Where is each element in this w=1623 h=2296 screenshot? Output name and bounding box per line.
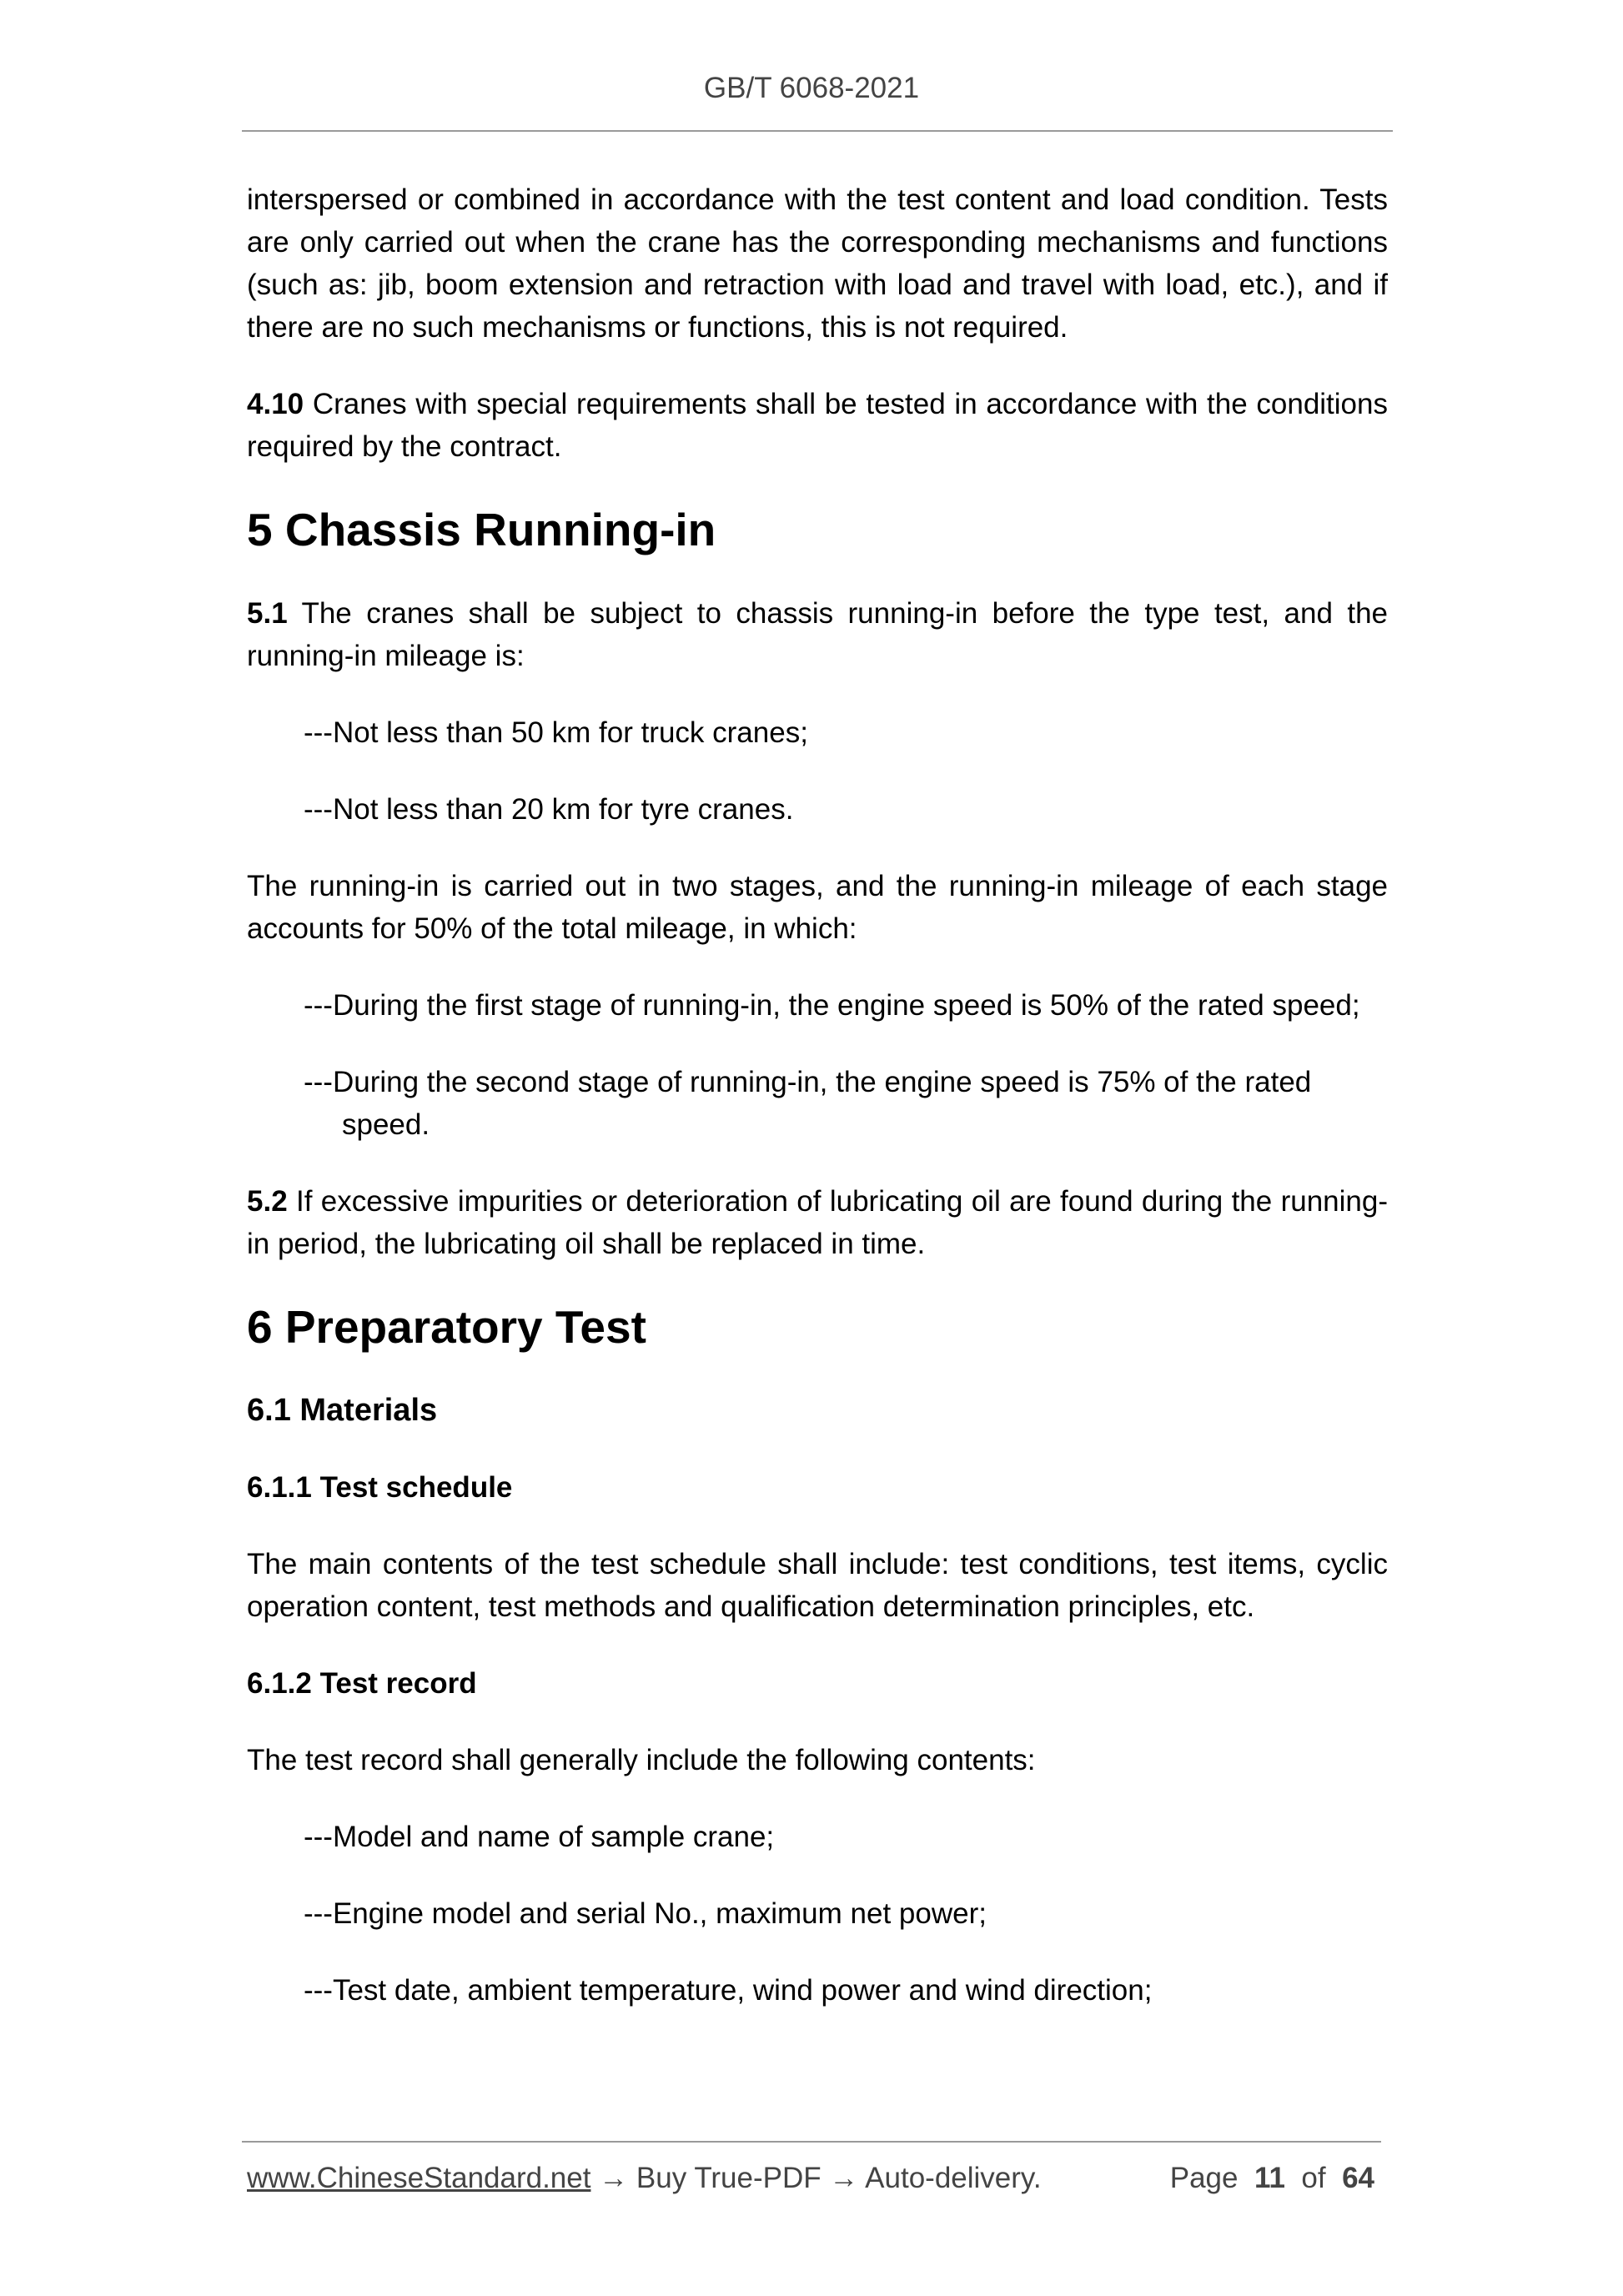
list-item: ---Engine model and serial No., maximum net power; [304, 1897, 987, 1930]
subsection-6-1-2-title: 6.1.2 Test record [247, 1667, 477, 1700]
document-body [247, 178, 1388, 2046]
clause-number: 5.2 [247, 1185, 288, 1218]
clause-text: The cranes shall be subject to chassis running-in before the type test, and the running-in mileage is: [247, 597, 1388, 672]
intro-paragraph: interspersed or combined in accordance with the test content and load condition. Tests are only carried out when the crane has the corresponding mechanisms and functions (such as: jib, boom extension and retraction with load and travel with load, etc.), and if there are no such mechanisms or functions, this is not required. [247, 183, 1388, 344]
page-header: GB/T 6068-2021 [703, 72, 920, 104]
subsection-6-1-1-title: 6.1.1 Test schedule [247, 1471, 513, 1504]
website-link[interactable]: www.ChineseStandard.net [247, 2162, 591, 2194]
page-counter [1170, 2162, 1374, 2195]
list-item: ---Not less than 20 km for tyre cranes. [304, 793, 794, 826]
list-item: ---Test date, ambient temperature, wind power and wind direction; [304, 1974, 1153, 2007]
list-item: ---Model and name of sample crane; [304, 1821, 775, 1853]
page-total: 64 [1342, 2162, 1374, 2194]
clause-number: 4.10 [247, 388, 304, 420]
page-number: 11 [1254, 2162, 1285, 2194]
footer-rule [242, 2141, 1381, 2143]
page-footer [247, 2162, 1381, 2195]
clause-5-2 [247, 1180, 1388, 1265]
clause-text: Cranes with special requirements shall be tested in accordance with the conditions required by the contract. [247, 388, 1388, 463]
header-rule [242, 130, 1393, 132]
test-record-paragraph: The test record shall generally include the following contents: [247, 1744, 1036, 1776]
clause-5-1 [247, 592, 1388, 677]
test-schedule-paragraph: The main contents of the test schedule shall include: test conditions, test items, cyclic operation content, test methods and qualification determination principles, etc. [247, 1548, 1388, 1623]
list-item: ---Not less than 50 km for truck cranes; [304, 716, 808, 749]
list-item: ---During the first stage of running-in, the engine speed is 50% of the rated speed; [304, 989, 1360, 1022]
clause-4-10 [247, 383, 1388, 468]
section-5-title: 5 Chassis Running-in [247, 504, 716, 555]
subsection-6-1-title: 6.1 Materials [247, 1393, 438, 1428]
clause-text: If excessive impurities or deterioration of lubricating oil are found during the running-in period, the lubricating oil shall be replaced in time. [247, 1185, 1388, 1260]
page-label: Page [1169, 2162, 1239, 2194]
section-6-title: 6 Preparatory Test [247, 1301, 646, 1353]
clause-number: 5.1 [247, 597, 288, 630]
footer-tagline: → Buy True-PDF → Auto-delivery. [590, 2162, 1042, 2194]
list-item-text: ---During the second stage of running-in, the engine speed is 75% of the rated [304, 1066, 1312, 1098]
stages-paragraph: The running-in is carried out in two stages, and the running-in mileage of each stage accounts for 50% of the total mileage, in which: [247, 870, 1388, 945]
list-item [247, 1061, 1388, 1146]
of-label: of [1301, 2162, 1326, 2194]
list-item-continuation: speed. [342, 1108, 430, 1141]
